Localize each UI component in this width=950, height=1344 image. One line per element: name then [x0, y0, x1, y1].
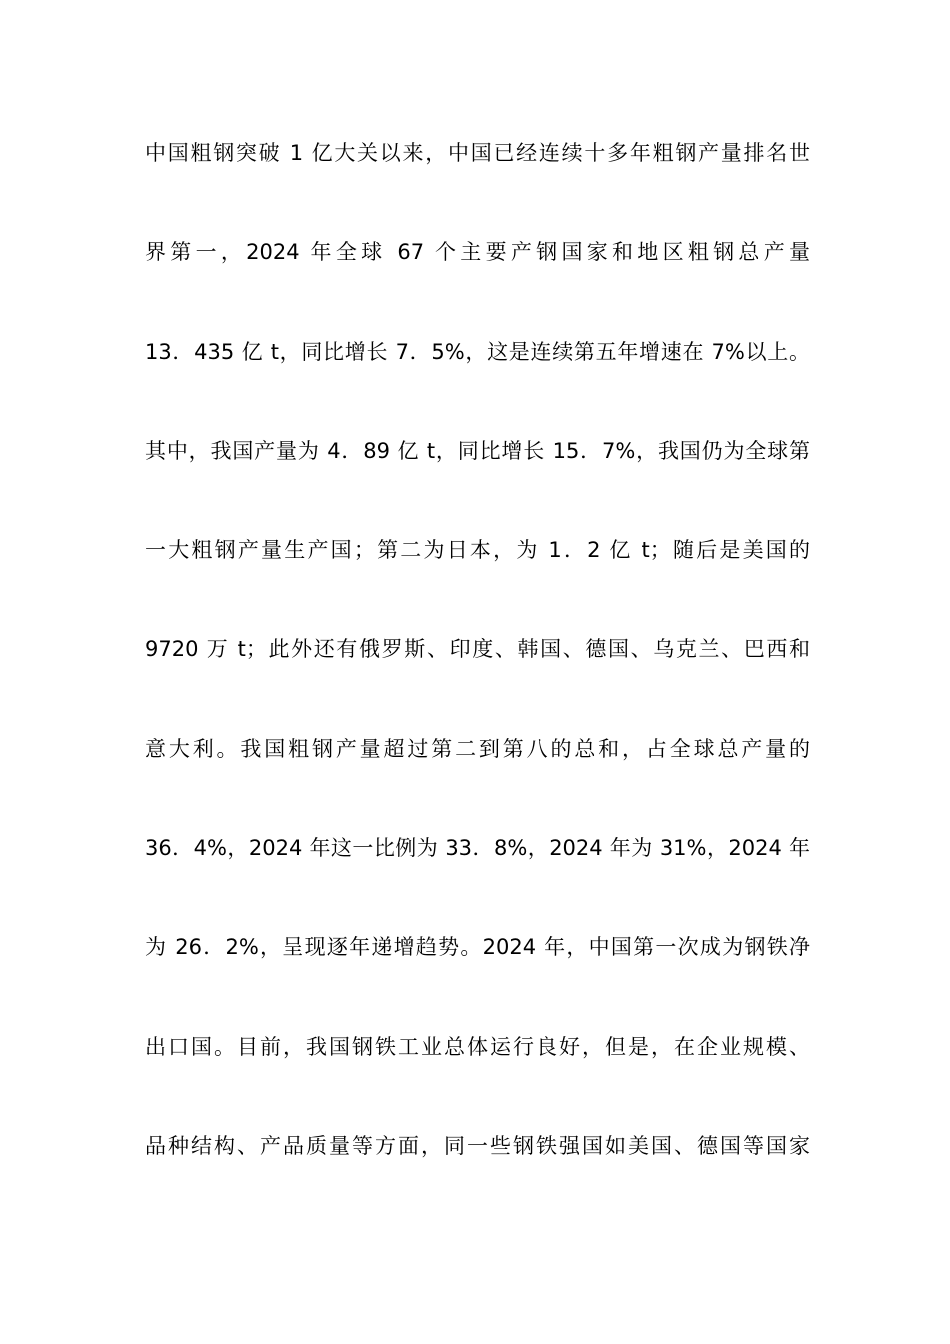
paragraph-line: 品种结构、产品质量等方面，同一些钢铁强国如美国、德国等国家	[145, 1133, 810, 1158]
paragraph-line: 13．435 亿 t，同比增长 7．5%，这是连续第五年增速在 7%以上。	[145, 339, 810, 364]
paragraph-line: 36．4%，2024 年这一比例为 33．8%，2024 年为 31%，2024 年	[145, 836, 810, 861]
paragraph-line: 为 26．2%，呈现逐年递增趋势。2024 年，中国第一次成为钢铁净	[145, 935, 810, 960]
paragraph-line: 出口国。目前，我国钢铁工业总体运行良好，但是，在企业规模、	[145, 1034, 810, 1059]
paragraph-line: 其中，我国产量为 4．89 亿 t，同比增长 15．7%，我国仍为全球第	[145, 438, 810, 463]
paragraph-line: 一大粗钢产量生产国；第二为日本，为 1．2 亿 t；随后是美国的	[145, 538, 810, 563]
paragraph-line: 9720 万 t；此外还有俄罗斯、印度、韩国、德国、乌克兰、巴西和	[145, 637, 810, 662]
paragraph-line: 界第一，2024 年全球 67 个主要产钢国家和地区粗钢总产量	[145, 240, 810, 265]
body-paragraph	[145, 131, 810, 1223]
paragraph-line: 中国粗钢突破 1 亿大关以来，中国已经连续十多年粗钢产量排名世	[145, 141, 810, 165]
paragraph-line: 意大利。我国粗钢产量超过第二到第八的总和，占全球总产量的	[145, 736, 810, 761]
